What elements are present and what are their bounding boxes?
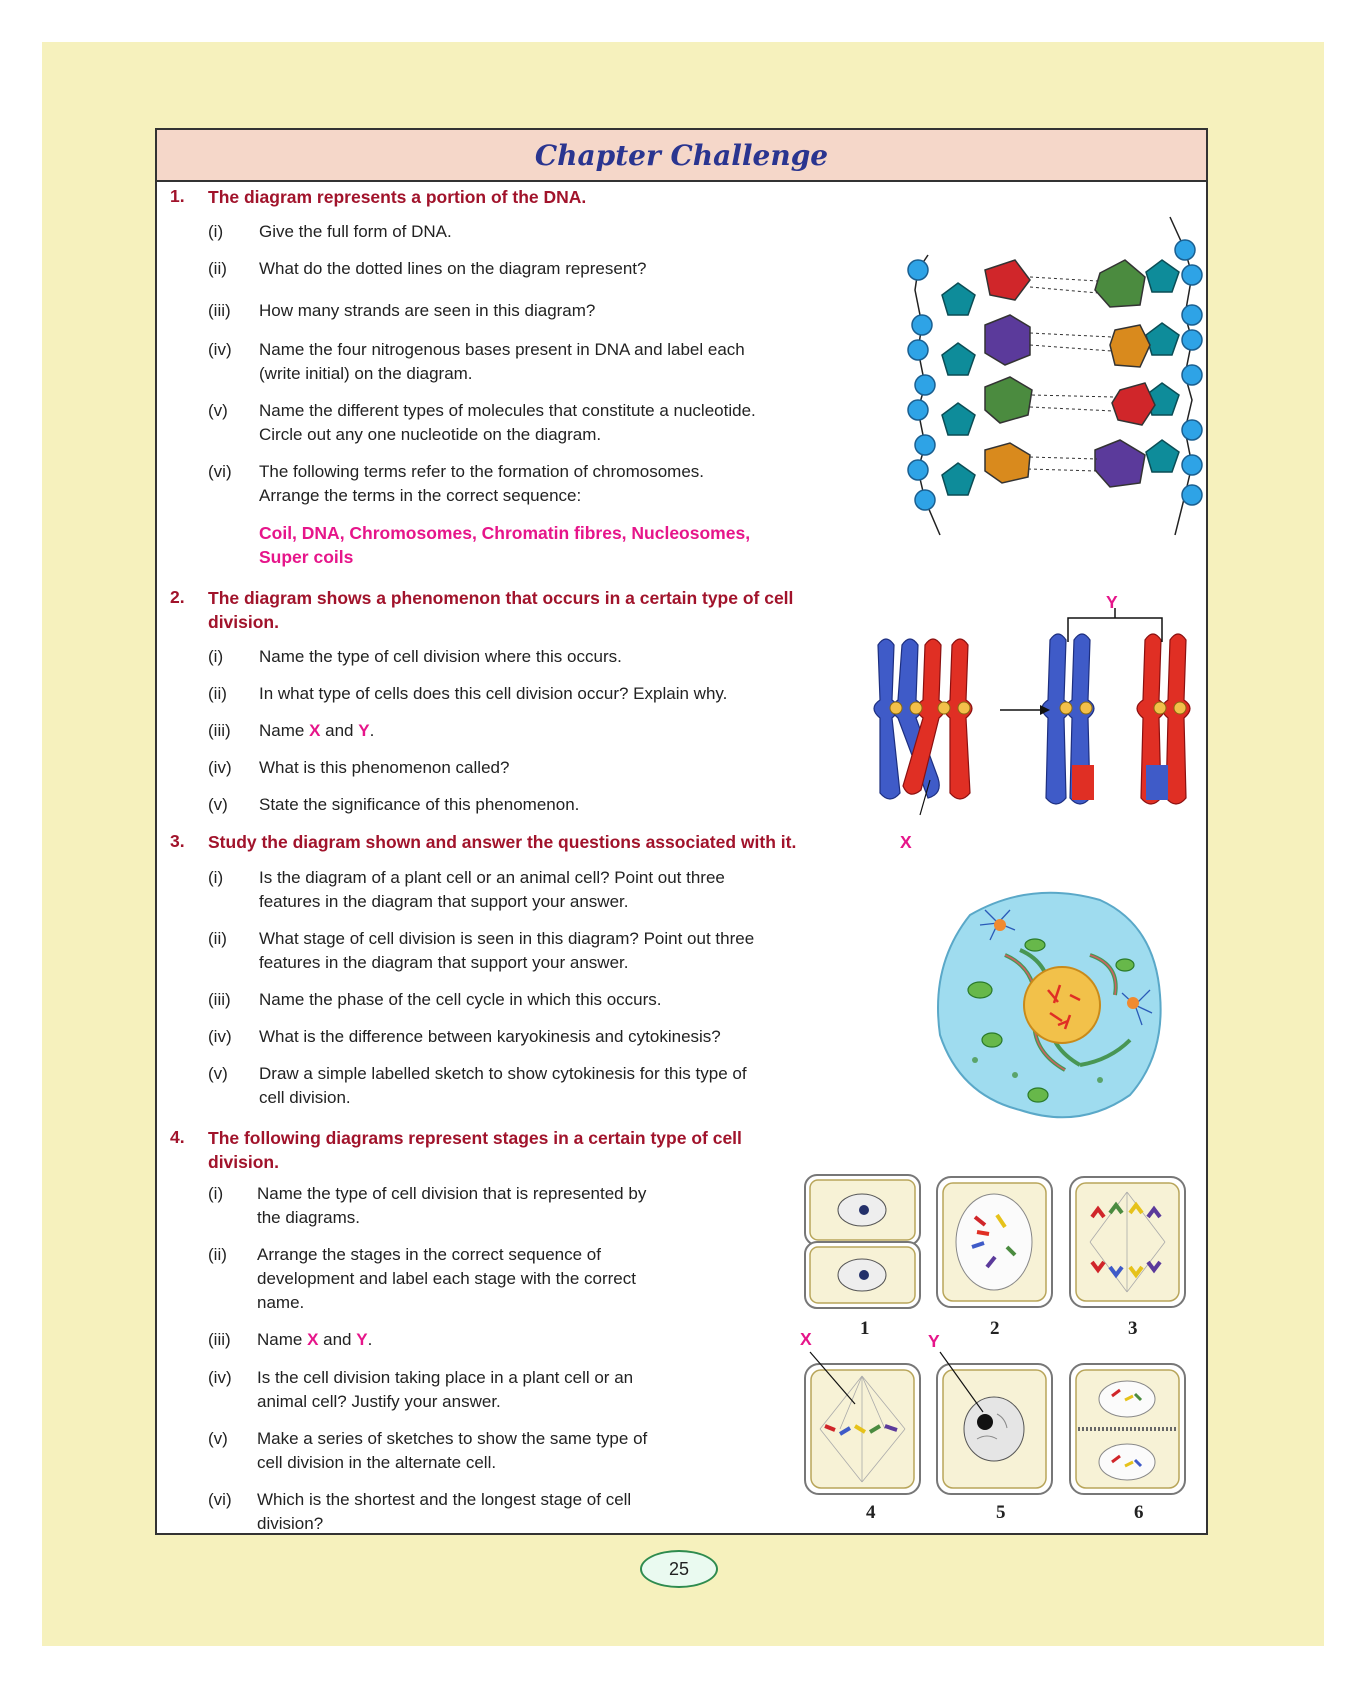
q3-iv-num: (iv): [208, 1027, 232, 1046]
q1-terms-line2: Super coils: [259, 547, 354, 567]
q4-ii-line1: Arrange the stages in the correct sequence of: [257, 1245, 601, 1264]
q4-label-x: X: [800, 1329, 812, 1349]
q3-i-line1: Is the diagram of a plant cell or an animal cell? Point out three: [259, 868, 725, 887]
q3-v-num: (v): [208, 1064, 228, 1083]
q4-i-line2: the diagrams.: [257, 1208, 360, 1227]
q4-ii-line3: name.: [257, 1293, 305, 1312]
q2-x-inline: X: [309, 721, 321, 740]
title-bar: [157, 130, 1206, 182]
dna-diagram: [900, 215, 1210, 545]
q2-iii-num: (iii): [208, 721, 231, 740]
q3-ii-line2: features in the diagram that support your answer.: [259, 953, 629, 972]
animal-cell-diagram: [930, 885, 1170, 1125]
q2-v-num: (v): [208, 795, 228, 814]
q3-ii-num: (ii): [208, 929, 227, 948]
q2-y-inline: Y: [358, 721, 370, 740]
q1-heading: The diagram represents a portion of the DNA.: [208, 187, 587, 207]
q1-number: 1.: [170, 186, 185, 206]
q3-i-num: (i): [208, 868, 224, 887]
q3-iii-num: (iii): [208, 990, 231, 1009]
q3-i-line2: features in the diagram that support your answer.: [259, 892, 629, 911]
q1-v-line1: Name the different types of molecules that constitute a nucleotide.: [259, 401, 756, 420]
q2-iv-num: (iv): [208, 758, 232, 777]
q3-iii-text: Name the phase of the cell cycle in which this occurs.: [259, 990, 662, 1009]
q3-v-line1: Draw a simple labelled sketch to show cytokinesis for this type of: [259, 1064, 747, 1083]
q1-iv-num: (iv): [208, 340, 232, 359]
q4-heading-line1: The following diagrams represent stages in a certain type of cell: [208, 1128, 742, 1148]
q4-vi-line2: division?: [257, 1514, 324, 1533]
q1-i-num: (i): [208, 222, 224, 241]
stage-3-cell: [1070, 1177, 1185, 1307]
q4-iv-line1: Is the cell division taking place in a plant cell or an: [257, 1368, 634, 1387]
q2-v-text: State the significance of this phenomenon.: [259, 795, 580, 814]
q4-iii-num: (iii): [208, 1330, 231, 1349]
q1-vi-line1: The following terms refer to the formation of chromosomes.: [259, 462, 705, 481]
q2-heading-line1: The diagram shows a phenomenon that occurs in a certain type of cell: [208, 588, 794, 608]
q1-v-line2: Circle out any one nucleotide on the diagram.: [259, 425, 602, 444]
q1-iv-line1: Name the four nitrogenous bases present in DNA and label each: [259, 340, 745, 359]
stage-1-cell: [805, 1175, 920, 1308]
stage-label-1: 1: [860, 1318, 870, 1339]
cell-division-stages-diagram: [800, 1172, 1200, 1527]
q4-iv-line2: animal cell? Justify your answer.: [257, 1392, 501, 1411]
q4-iii-text: Name X and Y.: [257, 1330, 373, 1349]
q4-x-inline: X: [307, 1330, 319, 1349]
q3-number: 3.: [170, 831, 185, 851]
q4-v-num: (v): [208, 1429, 228, 1448]
q1-i-text: Give the full form of DNA.: [259, 222, 452, 241]
stage-6-cell: [1070, 1364, 1185, 1494]
stage-5-cell: [937, 1364, 1052, 1494]
q2-heading-line2: division.: [208, 612, 279, 632]
q4-label-y: Y: [928, 1331, 940, 1351]
q4-v-line2: cell division in the alternate cell.: [257, 1453, 497, 1472]
q4-vi-num: (vi): [208, 1490, 232, 1509]
crossing-over-diagram: [860, 590, 1205, 850]
q4-i-line1: Name the type of cell division that is represented by: [257, 1184, 647, 1203]
page-title: Chapter Challenge: [534, 138, 829, 172]
stage-2-cell: [937, 1177, 1052, 1307]
q2-ii-num: (ii): [208, 684, 227, 703]
q1-iv-line2: (write initial) on the diagram.: [259, 364, 473, 383]
q1-iii-text: How many strands are seen in this diagram?: [259, 301, 596, 320]
q1-vi-num: (vi): [208, 462, 232, 481]
stage-label-4: 4: [866, 1502, 876, 1523]
stage-4-cell: [805, 1364, 920, 1494]
q2-iv-text: What is this phenomenon called?: [259, 758, 510, 777]
q2-number: 2.: [170, 587, 185, 607]
stage-label-3: 3: [1128, 1318, 1138, 1339]
q2-ii-text: In what type of cells does this cell division occur? Explain why.: [259, 684, 728, 703]
q3-heading: Study the diagram shown and answer the questions associated with it.: [208, 832, 797, 852]
q1-terms-line1: Coil, DNA, Chromosomes, Chromatin fibres, Nucleosomes,: [259, 523, 751, 543]
q2-i-num: (i): [208, 647, 224, 666]
q4-ii-num: (ii): [208, 1245, 227, 1264]
q1-ii-text: What do the dotted lines on the diagram represent?: [259, 259, 647, 278]
stage-label-2: 2: [990, 1318, 1000, 1339]
q4-i-num: (i): [208, 1184, 224, 1203]
q4-vi-line1: Which is the shortest and the longest stage of cell: [257, 1490, 632, 1509]
q4-iv-num: (iv): [208, 1368, 232, 1387]
page-number: 25: [640, 1550, 718, 1588]
q4-number: 4.: [170, 1127, 185, 1147]
stage-label-5: 5: [996, 1502, 1006, 1523]
q2-label-y: Y: [1106, 592, 1118, 612]
q3-iv-text: What is the difference between karyokinesis and cytokinesis?: [259, 1027, 721, 1046]
q2-i-text: Name the type of cell division where this occurs.: [259, 647, 622, 666]
q4-heading-line2: division.: [208, 1152, 279, 1172]
stage-label-6: 6: [1134, 1502, 1144, 1523]
q1-v-num: (v): [208, 401, 228, 420]
q2-label-x: X: [900, 832, 912, 852]
q4-v-line1: Make a series of sketches to show the same type of: [257, 1429, 648, 1448]
q3-v-line2: cell division.: [259, 1088, 351, 1107]
q4-y-inline: Y: [356, 1330, 368, 1349]
q1-ii-num: (ii): [208, 259, 227, 278]
q1-vi-line2: Arrange the terms in the correct sequence:: [259, 486, 582, 505]
q2-iii-text: Name X and Y.: [259, 721, 375, 740]
q3-ii-line1: What stage of cell division is seen in this diagram? Point out three: [259, 929, 755, 948]
q1-iii-num: (iii): [208, 301, 231, 320]
q4-ii-line2: development and label each stage with the correct: [257, 1269, 636, 1288]
